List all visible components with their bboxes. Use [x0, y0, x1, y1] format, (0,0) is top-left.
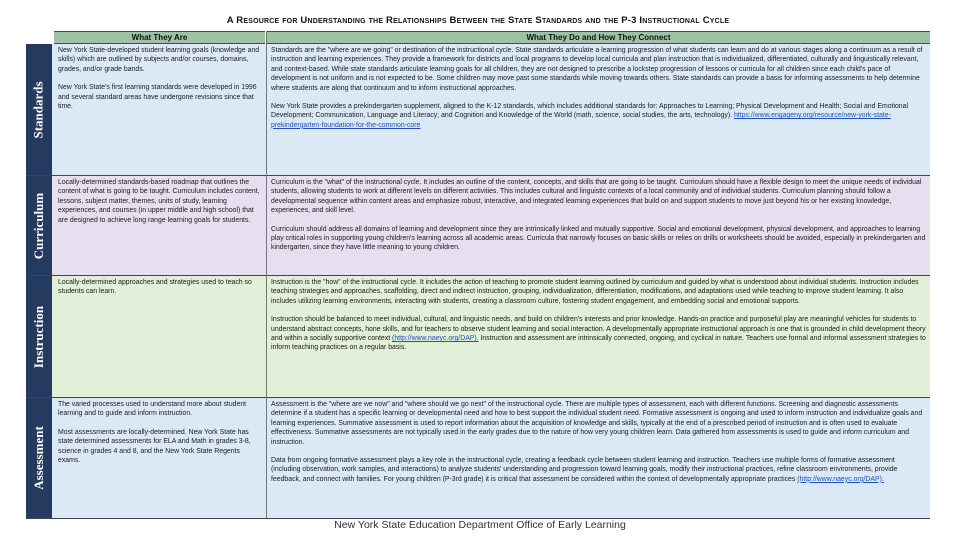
row-label-instruction: Instruction — [26, 276, 52, 397]
engageny-link[interactable]: https://www.engageny.org/resource/new-york-state-prekindergarten-foundation-for-the-common-core — [271, 112, 891, 129]
assessment-definition: The varied processes used to understand more about student learning and to guide and inform instruction. Most assessments are locally-determined. New York State has state determined assessments for ELA and Math in grades 3-8, science in grades 4 and 8, and the New York State Regents exams. — [58, 401, 251, 465]
row-standards — [26, 44, 930, 176]
row-label-standards: Standards — [26, 44, 52, 175]
curriculum-description: Curriculum is the "what" of the instructional cycle. It includes an outline of the content, concepts, and skills that are going to be taught. Curriculum should have a flexible design to meet the unique needs of individual students, allowing students to work at different levels on different activities. This includes cultural and linguistic contexts of a local community and of individual students. Curriculum planning should follow a developmental sequence within content areas and emphasize robust, interactive, and integrated learning experiences that build on and support students to move just beyond his or her existing knowledge, experiences, and skill level. Curriculum should address all domains of learning and development since they are intrinsically linked and mutually supportive. Social and emotional development, physical development, and approaches to learning play critical roles in supporting young children's learning across all academic areas. Curricula that narrowly focuses on basic skills or relies on drills or worksheets should be avoided, especially in prekindergarten and kindergarten, since they have little meaning to young children. — [271, 179, 926, 252]
naeyc-dap-link[interactable]: (http://www.naeyc.org/DAP). — [392, 335, 479, 343]
footer-credit: New York State Education Department Office of Early Learning — [334, 519, 626, 531]
column-header-what-they-do: What They Do and How They Connect — [267, 31, 930, 44]
curriculum-definition: Locally-determined standards-based roadmap that outlines the content of what is going to be taught. Curriculum includes content, lessons, subject matter, themes, units of study, learning experiences, and courses (in upper middle and high school) that are designed to achieve long range learning goals for students. — [58, 179, 260, 224]
row-assessment — [26, 398, 930, 519]
document-title: A Resource for Understanding the Relationships Between the State Standards and the P-3 Instructional Cycle — [226, 15, 730, 26]
naeyc-dap-link-2[interactable]: (http://www.naeyc.org/DAP). — [797, 475, 884, 483]
row-label-assessment: Assessment — [26, 398, 52, 518]
row-label-curriculum: Curriculum — [26, 176, 52, 275]
resource-table — [26, 12, 930, 518]
row-instruction — [26, 276, 930, 398]
instruction-description: Instruction is the "how" of the instructional cycle. It includes the action of teaching to promote student learning outlined by curriculum and guided by what is understood about individual students. Instruction includes teaching strategies and approaches, scaffolding, direct and indirect instruction, grouping, individualization, differentiation, modifications, and adaptations used while teaching to improve student learning. It also includes utilizing learning environments, interacting with students, creating a classroom culture, fostering student engagement, and embedding social and emotional supports. Instruction should be balanced to meet individual, cultural, and linguistic needs, and build on children's interests and prior knowledge. Hands-on practice and purposeful play are meaningful vehicles for students to understand abstract concepts, hone skills, and for teachers to observe student learning and social interaction. A developmentally appropriate instructional approach is one that is grounded in child development theory and within a socially supportive context (http://www.naeyc.org/DAP). Instruction and assessment are intrinsically connected, ongoing, and cyclical in nature. Teachers use formal and informal assessment strategies to inform teaching practices on a regular basis. — [271, 279, 926, 352]
column-header-what-they-are: What They Are — [54, 31, 265, 44]
column-divider — [266, 31, 267, 518]
instruction-definition: Locally-determined approaches and strategies used to teach so students can learn. — [58, 279, 252, 296]
standards-description: Standards are the "where are we going" or destination of the instructional cycle. State standards articulate a learning progression of what students can learn and do at various stages along a continuum as a result of instruction and learning experiences. They provide a framework for districts and local programs to develop local curricula and plan instruction that is individualized, differentiated, culturally and linguistically relevant, and context-based. While state standards articulate learning goals for all children, they are not designed to prescribe a lockstep progression of lessons or curricula for all children since each child's pace of development is not uniform and is not expected to be. Some children may move past some standards while moving towards others. State standards can provide a basis for informing assessments to help determine where students are along that continuum and to inform instructional approaches. New York State provides a prekindergarten supplement, aligned to the K-12 standards, which includes additional standards for: Approaches to Learning; Physical Development and Health; Social and Emotional Development; Communication, Language and Literacy; and Cognition and Knowledge of the World (math, science, social studies, the arts, technology). https://www.engageny.org/resource/new-york-state-prekindergarten-foundation-for-the-common-core — [271, 47, 923, 129]
standards-definition: New York State-developed student learning goals (knowledge and skills) which are outlined by subjects and/or courses, domains, grades, and/or grade bands. New York State's first learning standards were developed in 1996 and several standard areas have undergone revisions since that time. — [58, 47, 260, 111]
assessment-description: Assessment is the "where are we now" and "where should we go next" of the instructional cycle. There are multiple types of assessment, each with different functions. Screening and diagnostic assessments determine if a student has a specific learning or developmental need and how to best support the individual student need. Formative assessment is ongoing and used to inform instruction and individualize goals and learning experiences. Summative assessment is used to report information about the acquisition of knowledge and skills, typically at the end of a prescribed period of instruction and is often used to evaluate effectiveness. Summative assessments are not typically used in the early grades due to the nature of how very young children learn. Data gathered from assessments is used to guide and inform curriculum and instruction. Data from ongoing formative assessment plays a key role in the instructional cycle, creating a feedback cycle between student learning and instruction. Teachers use multiple forms of formative assessment (including observation, work samples, and interactions) to analyze students' understanding and progression toward learning goals, modify their instructional practices, refine classroom environments, provide feedback, and connect with families. For young children (P-3rd grade) it is critical that assessment be considered within the context of developmentally appropriate practices (http://www.naeyc.org/DAP). — [271, 401, 923, 483]
row-curriculum — [26, 176, 930, 276]
